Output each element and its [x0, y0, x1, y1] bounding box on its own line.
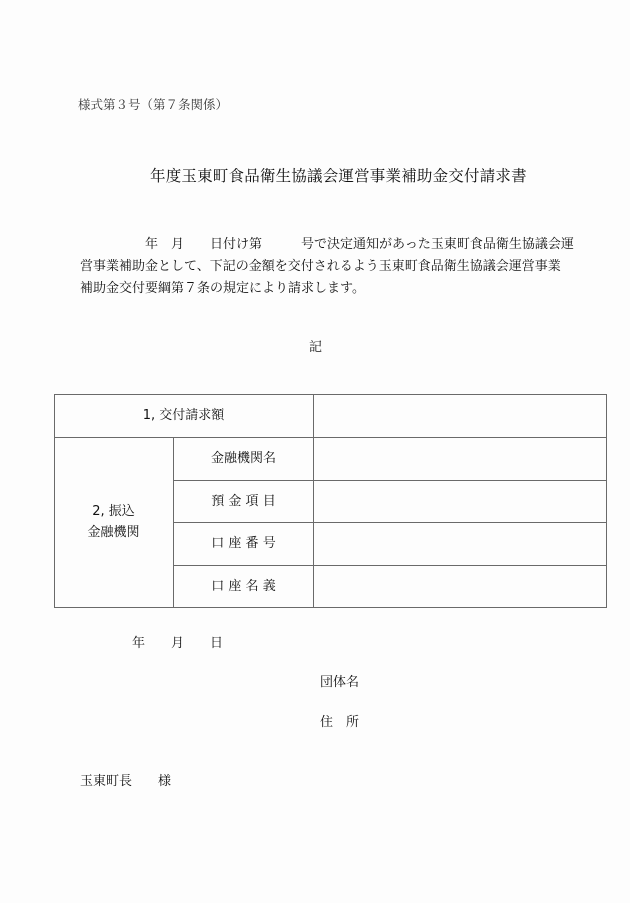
account-holder-field[interactable] [314, 565, 606, 607]
request-table [54, 394, 607, 608]
bank-name-field[interactable] [314, 437, 606, 480]
statement-line-1: 年 月 日付け第 号で決定通知があった玉東町食品衛生協議会運 [80, 237, 574, 252]
address-label: 住 所 [320, 715, 360, 730]
deposit-type-label: 預 金 項 目 [211, 493, 276, 509]
account-number-field[interactable] [314, 522, 606, 565]
transfer-bank-group-label [54, 437, 173, 607]
bank-name-label: 金融機関名 [210, 451, 276, 466]
request-statement [80, 234, 574, 300]
document-title: 年度玉東町食品衛生協議会運営事業補助金交付請求書 [150, 167, 527, 185]
requested-amount-field[interactable] [314, 394, 606, 437]
form-number: 様式第３号（第７条関係） [78, 97, 229, 112]
deposit-type-field[interactable] [314, 480, 606, 522]
ki-heading: 記 [309, 340, 323, 355]
account-number-label: 口 座 番 号 [211, 536, 276, 551]
table-border-bottom [54, 607, 607, 608]
statement-line-3: 補助金交付要綱第７条の規定により請求します。 [80, 281, 365, 296]
group-label-line-1: 2, 振込 [92, 504, 135, 519]
table-border-right [606, 394, 607, 608]
requested-amount-label: 1, 交付請求額 [142, 408, 225, 423]
addressee: 玉東町長 様 [80, 774, 172, 789]
statement-line-2: 営事業補助金として、下記の金額を交付されるよう玉東町食品衛生協議会運営事業 [80, 259, 561, 274]
organization-name-label: 団体名 [320, 675, 360, 690]
group-label-line-2: 金融機関 [87, 525, 140, 540]
account-holder-label: 口 座 名 義 [211, 578, 276, 594]
request-date: 年 月 日 [132, 636, 224, 651]
